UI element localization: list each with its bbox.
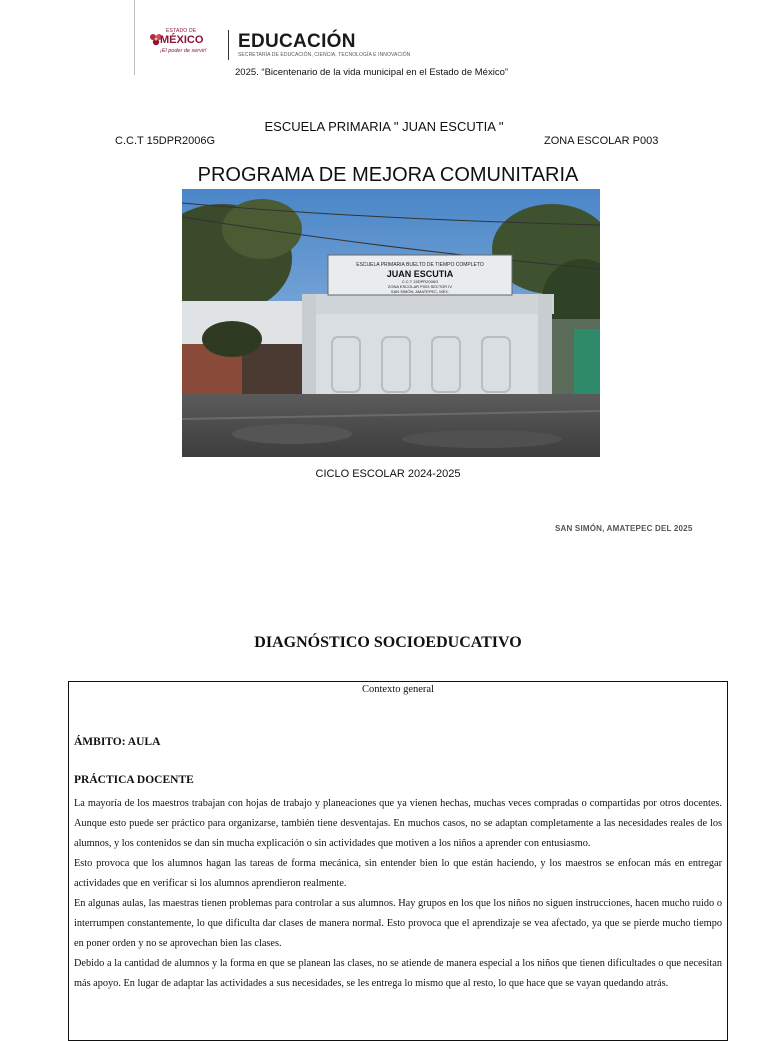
school-cct: C.C.T 15DPR2006G: [115, 135, 216, 147]
program-title: PROGRAMA DE MEJORA COMUNITARIA: [197, 164, 579, 186]
diagnostic-title: DIAGNÓSTICO SOCIOEDUCATIVO: [254, 634, 522, 651]
ministry-title: EDUCACIÓN: [238, 31, 356, 52]
logo-tagline: ¡El poder de servir!: [160, 48, 207, 54]
scope-heading: ÁMBITO: AULA: [74, 736, 161, 748]
diagnostic-body: [74, 794, 722, 994]
sign-line-2: JUAN ESCUTIA: [386, 269, 454, 279]
school-name: ESCUELA PRIMARIA " JUAN ESCUTIA ": [264, 119, 504, 134]
place-date: SAN SIMÓN, AMATEPEC DEL 2025: [555, 524, 693, 533]
header-vertical-rule: [134, 0, 135, 75]
paragraph: Debido a la cantidad de alumnos y la forma en que se planean las clases, no se atiende de manera especial a los niños que tienen dificultades o que necesitan más apoyo. En lugar de adaptar las actividades a sus necesidades, se les entrega lo mismo que al resto, lo que hace que se vayan quedando atrás.: [74, 958, 722, 989]
school-year: CICLO ESCOLAR 2024-2025: [315, 468, 461, 480]
sign-line-5: SAN SIMÓN, AMATEPEC, MEX.: [390, 289, 450, 294]
paragraph: Esto provoca que los alumnos hagan las tareas de forma mecánica, sin entender bien lo que están haciendo, y los maestros se enfocan más en entregar actividades que en verificar si los alumnos aprendieron realmente.: [74, 858, 722, 889]
diagnostic-table: [68, 681, 728, 1041]
ministry-subtitle: SECRETARÍA DE EDUCACIÓN, CIENCIA, TECNOLOGÍA E INNOVACIÓN: [238, 52, 411, 58]
sign-line-4: ZONA ESCOLAR P003 SECTOR IV: [387, 284, 453, 289]
logo-separator: [228, 30, 229, 60]
sign-line-1: ESCUELA PRIMARIA BUELTO DE TIEMPO COMPLETO: [356, 262, 484, 268]
estado-de-mexico-logo: [140, 28, 220, 62]
paragraph: En algunas aulas, las maestras tienen problemas para controlar a sus alumnos. Hay grupos en los que los niños no siguen instrucciones, hacen mucho ruido o interrumpen constantemente, lo que dificulta dar clases de manera normal. Esto provoca que el aprendizaje se vea afectado, ya que se pierde mucho tiempo en poner orden y no se aprovechan bien las clases.: [74, 898, 722, 949]
logo-big-text: MÉXICO: [160, 34, 204, 46]
sign-line-3: C.C.T 15DPR2006G: [401, 279, 439, 284]
year-motto: 2025. “Bicentenario de la vida municipal en el Estado de México”: [235, 67, 509, 78]
context-label: Contexto general: [361, 684, 435, 695]
paragraph: La mayoría de los maestros trabajan con hojas de trabajo y planeaciones que ya vienen hechas, muchas veces compradas o compartidas por otros docentes. Aunque esto puede ser práctico para organizarse, también tiene desventajas. En muchos casos, no se adaptan completamente a las necesidades reales de los alumnos, y los contenidos se dan sin mucha explicación o sin actividades que motiven a los niños a aprender con entusiasmo.: [74, 798, 722, 849]
school-entrance-photo: [182, 189, 600, 457]
logo-small-text: ESTADO DE: [166, 28, 197, 34]
section-heading: PRÁCTICA DOCENTE: [74, 774, 194, 786]
school-zone: ZONA ESCOLAR P003: [544, 135, 659, 147]
